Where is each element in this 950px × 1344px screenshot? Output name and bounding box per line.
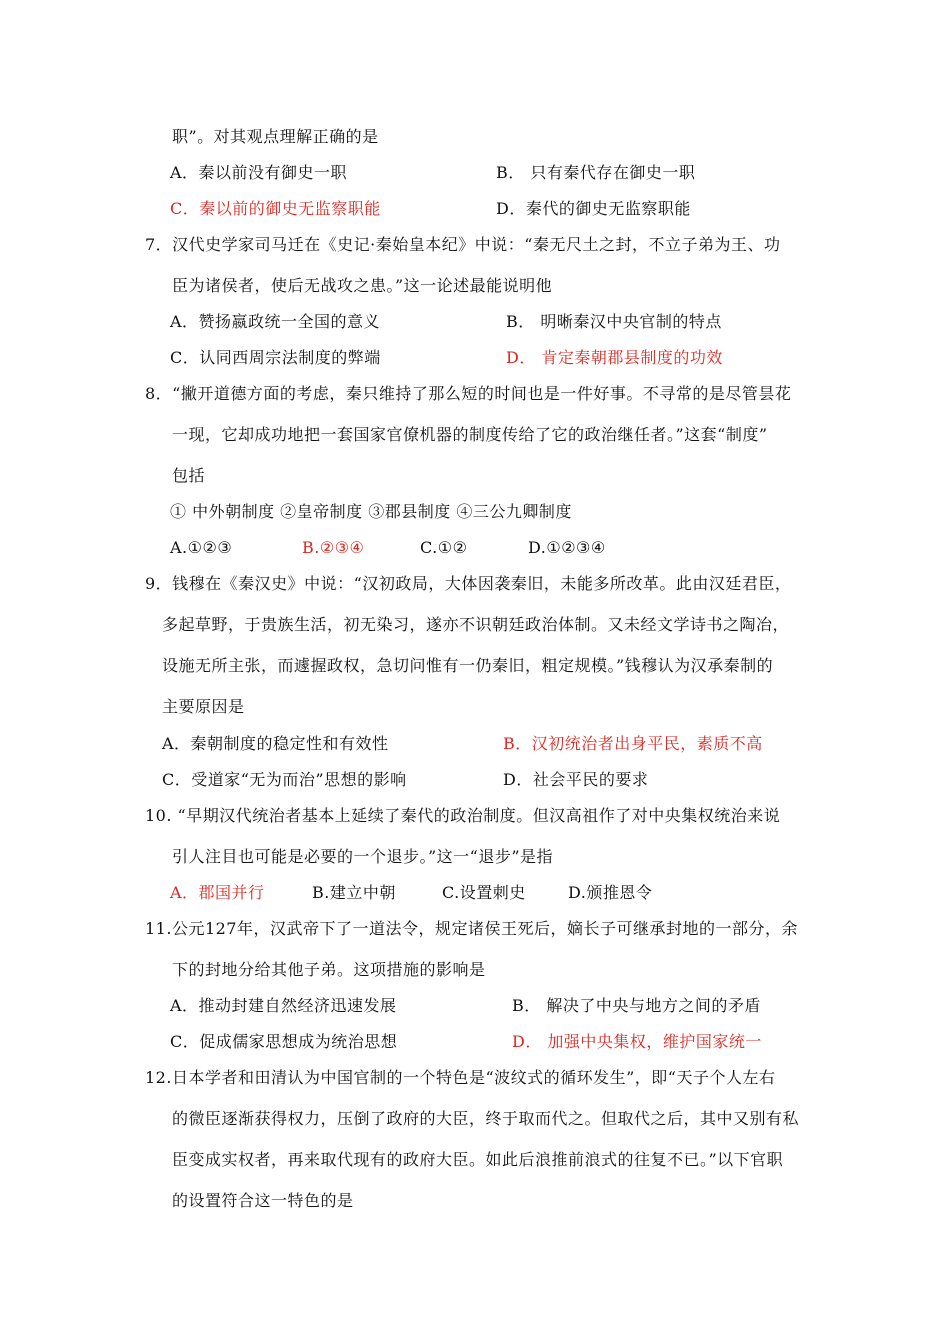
q11-option-c: C．促成儒家思想成为统治思想 bbox=[170, 1032, 398, 1051]
q7-stem-line-2: 臣为诸侯者，使后无战攻之患。”这一论述最能说明他 bbox=[172, 276, 553, 295]
q10-option-a-answer: A．郡国并行 bbox=[170, 883, 265, 902]
q6-option-d: D．秦代的御史无监察职能 bbox=[496, 199, 691, 218]
q7-option-c: C．认同西周宗法制度的弊端 bbox=[170, 348, 381, 367]
q11-stem-line-1: 11.公元127年，汉武帝下了一道法令，规定诸侯王死后，嫡长子可继承封地的一部分，余 bbox=[145, 919, 798, 938]
q10-stem-line-1: 10. “早期汉代统治者基本上延续了秦代的政治制度。但汉高祖作了对中央集权统治来说 bbox=[145, 806, 781, 825]
q9-option-d: D．社会平民的要求 bbox=[503, 770, 649, 789]
q9-stem-line-3: 设施无所主张，而遽握政权，急切问惟有一仍秦旧，粗定规模。”钱穆认为汉承秦制的 bbox=[162, 656, 774, 675]
q6-stem-continuation: 职”。对其观点理解正确的是 bbox=[172, 127, 379, 146]
q7-option-b: B． 明晰秦汉中央官制的特点 bbox=[506, 312, 722, 331]
q9-stem-line-2: 多起草野，于贵族生活，初无染习，遂亦不识朝廷政治体制。又未经文学诗书之陶冶， bbox=[162, 615, 790, 634]
q6-option-c-answer: C．秦以前的御史无监察职能 bbox=[170, 199, 381, 218]
q12-stem-line-2: 的微臣逐渐获得权力，压倒了政府的大臣，终于取而代之。但取代之后，其中又别有私 bbox=[172, 1109, 800, 1128]
q8-option-c: C.①② bbox=[420, 538, 468, 557]
q8-stem-line-3: 包括 bbox=[172, 466, 206, 485]
q12-stem-line-4: 的设置符合这一特色的是 bbox=[172, 1191, 354, 1210]
q11-stem-line-2: 下的封地分给其他子弟。这项措施的影响是 bbox=[172, 960, 486, 979]
q6-option-a: A．秦以前没有御史一职 bbox=[170, 163, 348, 182]
q10-option-c: C.设置刺史 bbox=[442, 883, 526, 902]
q8-items: ① 中外朝制度 ②皇帝制度 ③郡县制度 ④三公九卿制度 bbox=[170, 502, 572, 521]
q7-stem-line-1: 7．汉代史学家司马迁在《史记·秦始皇本纪》中说：“秦无尺土之封，不立子弟为王、功 bbox=[145, 235, 781, 254]
q7-option-a: A．赞扬嬴政统一全国的意义 bbox=[170, 312, 381, 331]
q11-option-a: A．推动封建自然经济迅速发展 bbox=[170, 996, 397, 1015]
q8-option-a: A.①②③ bbox=[170, 538, 233, 557]
q10-option-d: D.颁推恩令 bbox=[568, 883, 653, 902]
q8-stem-line-2: 一现，它却成功地把一套国家官僚机器的制度传给了它的政治继任者。”这套“制度” bbox=[172, 425, 768, 444]
q8-option-b-answer: B.②③④ bbox=[302, 538, 365, 557]
q10-option-b: B.建立中朝 bbox=[312, 883, 396, 902]
q9-option-c: C．受道家“无为而治”思想的影响 bbox=[162, 770, 407, 789]
q8-stem-line-1: 8．“撇开道德方面的考虑，秦只维持了那么短的时间也是一件好事。不寻常的是尽管昙花 bbox=[145, 384, 792, 403]
q8-option-d: D.①②③④ bbox=[528, 538, 606, 557]
q9-option-a: A．秦朝制度的稳定性和有效性 bbox=[162, 734, 389, 753]
q12-stem-line-1: 12.日本学者和田清认为中国官制的一个特色是“波纹式的循环发生”，即“天子个人左右 bbox=[145, 1068, 776, 1087]
q12-stem-line-3: 臣变成实权者，再来取代现有的政府大臣。如此后浪推前浪式的往复不已。”以下官职 bbox=[172, 1150, 784, 1169]
q9-stem-line-1: 9．钱穆在《秦汉史》中说：“汉初政局，大体因袭秦旧，未能多所改革。此由汉廷君臣， bbox=[145, 574, 792, 593]
q9-option-b-answer: B．汉初统治者出身平民，素质不高 bbox=[503, 734, 763, 753]
q11-option-b: B． 解决了中央与地方之间的矛盾 bbox=[512, 996, 761, 1015]
q10-stem-line-2: 引人注目也可能是必要的一个退步。”这一“退步”是指 bbox=[172, 847, 554, 866]
q9-stem-line-4: 主要原因是 bbox=[162, 697, 245, 716]
q6-option-b: B． 只有秦代存在御史一职 bbox=[496, 163, 696, 182]
q11-option-d-answer: D． 加强中央集权，维护国家统一 bbox=[512, 1032, 762, 1051]
q7-option-d-answer: D． 肯定秦朝郡县制度的功效 bbox=[506, 348, 723, 367]
